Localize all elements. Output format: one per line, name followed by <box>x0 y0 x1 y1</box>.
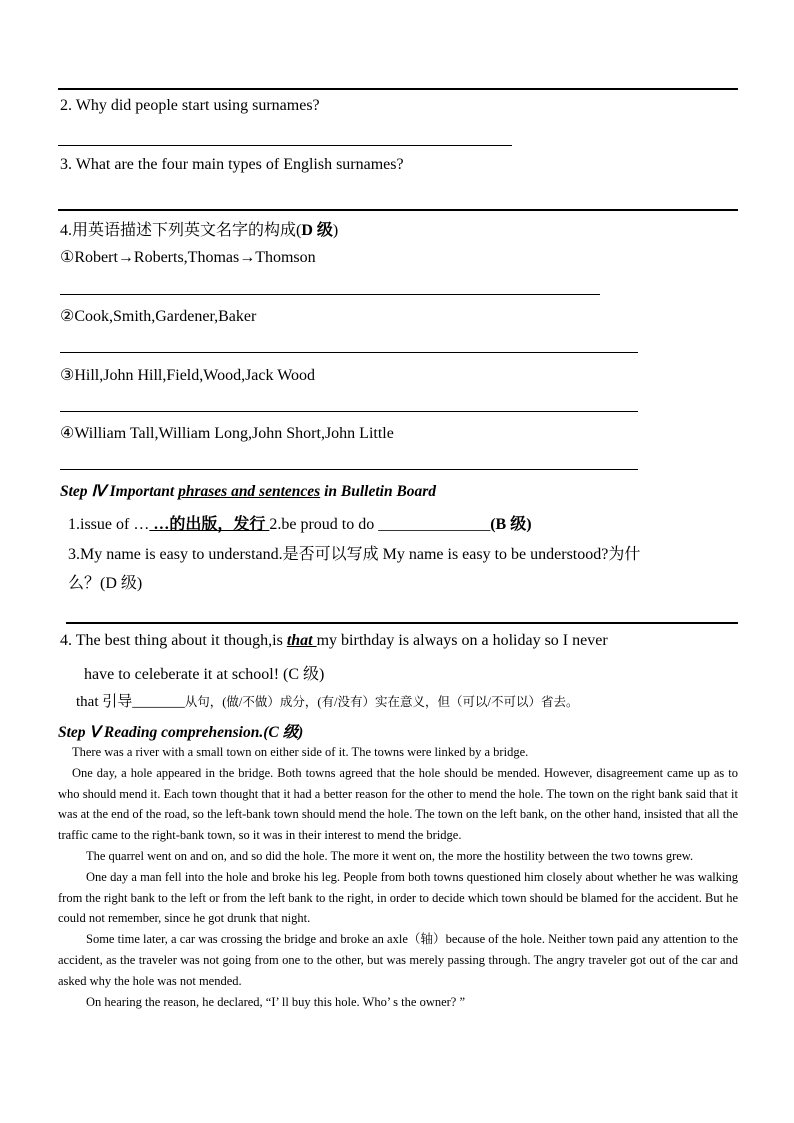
answer-line-q2 <box>58 145 512 146</box>
step-4-item-4-line-2: have to celeberate it at school! (C 级) <box>84 666 325 683</box>
item-4-text-a: 4. The best thing about it though,is <box>60 632 287 649</box>
passage-paragraph-6: On hearing the reason, he declared, “I’ ll buy this hole. Who’ s the owner? ” <box>86 994 466 1009</box>
question-3: 3. What are the four main types of English surnames? <box>60 156 404 173</box>
name-item-4: ④William Tall,William Long,John Short,John Little <box>60 425 394 442</box>
item-4-text-b: my birthday is always on a holiday so I never <box>316 632 608 649</box>
passage-paragraph-4: One day a man fell into the hole and broke his leg. People from both towns questioned him closely about whether he was walking from the right bank to the left or from the left bank to the right, in order to decide which town should be blamed for the accident. But he could not remember, since he got drunk that night. <box>58 869 738 926</box>
question-4-title <box>60 217 338 240</box>
passage-paragraph-1: There was a river with a small town on either side of it. The towns were linked by a bridge. <box>72 745 529 759</box>
step-5-heading: Step Ⅴ Reading comprehension.(C 级) <box>58 724 304 741</box>
name-item-2: ②Cook,Smith,Gardener,Baker <box>60 308 257 325</box>
grammar-note <box>76 690 579 711</box>
item-4-that: that <box>286 632 317 649</box>
proud-to-do-blank: ______________ <box>378 516 491 533</box>
issue-of-label: 1.issue of … <box>68 516 150 533</box>
item-1-level: (B 级) <box>490 516 532 533</box>
grammar-blank: _______ <box>132 694 185 710</box>
passage-paragraph-2: One day, a hole appeared in the bridge. Both towns agreed that the hole should be mended. However, disagreement came up as to who should mend it. Each town thought that it had a better reason for the other to mend the hole. The town on the right bank said that it was at the end of the road, so the left-bank town should mend the hole. The town on the left bank, on the other hand, insisted that all the traffic came to the right-bank town, so it was in their interest to mend the bridge. <box>58 765 738 843</box>
step-4-heading <box>60 482 436 501</box>
grammar-rest: 从句，(做/不做）成分，(有/没有）实在意义，但（可以/不可以）省去。 <box>184 695 579 709</box>
question-4-title-text: 4.用英语描述下列英文名字的构成( <box>60 222 302 239</box>
proud-to-do-label: 2.be proud to do <box>269 516 379 533</box>
answer-line-item-1 <box>60 294 600 295</box>
answer-line-item-3 <box>60 411 638 412</box>
question-2: 2. Why did people start using surnames? <box>60 97 320 114</box>
answer-line-item-2 <box>60 352 638 353</box>
name-item-1: ①Robert→Roberts,Thomas→Thomson <box>60 249 316 266</box>
name-item-3: ③Hill,John Hill,Field,Wood,Jack Wood <box>60 367 316 384</box>
question-4-level: D 级 <box>301 222 333 239</box>
question-4-title-close: ) <box>332 222 339 239</box>
passage-paragraph-5: Some time later, a car was crossing the bridge and broke an axle（轴）because of the hole. Neither town paid any attention to the accident, as the traveler was not going from one to the other, but was merely passing through. The angry traveler got out of the car and asked why the hole was not mended. <box>58 932 738 988</box>
step-4-item-3-line-2: 么？(D 级) <box>68 575 143 592</box>
top-answer-line <box>58 88 738 90</box>
step-4-suffix: in Bulletin Board <box>320 483 437 500</box>
issue-of-answer: …的出版，发行 <box>149 516 270 533</box>
reading-passage <box>58 742 738 1012</box>
answer-line-q3 <box>58 209 738 211</box>
step-4-prefix: Step Ⅳ Important <box>60 483 179 500</box>
step-4-item-1 <box>68 511 532 534</box>
grammar-that: that 引导 <box>76 694 133 710</box>
step-4-underlined: phrases and sentences <box>178 483 321 500</box>
passage-paragraph-3: The quarrel went on and on, and so did the hole. The more it went on, the more the hostility between the two towns grew. <box>86 848 694 863</box>
answer-line-item-3b <box>66 622 738 624</box>
step-4-item-3-line-1: 3.My name is easy to understand.是否可以写成 My name is easy to be understood?为什 <box>68 546 641 563</box>
step-4-item-4-line-1 <box>60 632 608 650</box>
answer-line-item-4 <box>60 469 638 470</box>
